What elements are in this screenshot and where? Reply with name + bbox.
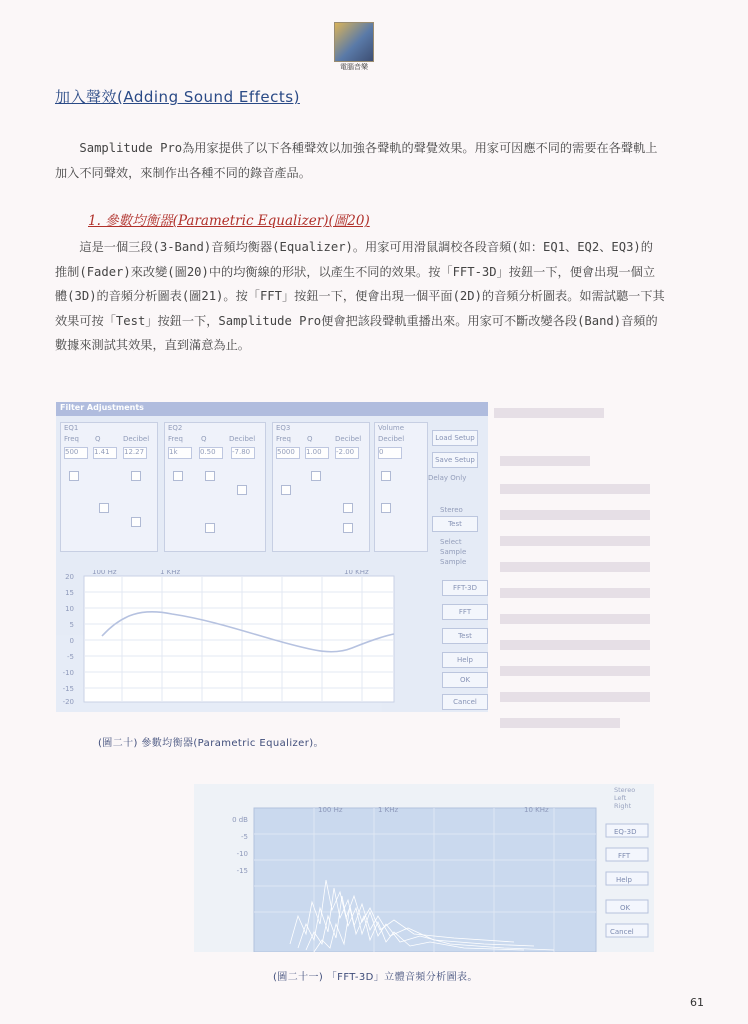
eq3-label: EQ3 xyxy=(276,424,291,432)
test-button[interactable]: Test xyxy=(432,516,478,532)
test-button-lower[interactable]: Test xyxy=(442,628,488,644)
eq2-label: EQ2 xyxy=(168,424,183,432)
y-tick-label: 15 xyxy=(65,589,74,597)
eq1-fader[interactable] xyxy=(131,471,141,481)
fft-3d-button[interactable]: FFT-3D xyxy=(442,580,488,596)
eq-3d-button[interactable]: EQ-3D xyxy=(614,828,637,836)
radio-option-label[interactable]: Select xyxy=(440,538,462,546)
help-button[interactable]: Help xyxy=(442,652,488,668)
volume-fader[interactable] xyxy=(381,503,391,513)
load-setup-button[interactable]: Load Setup xyxy=(432,430,478,446)
y-tick-label: -20 xyxy=(62,698,74,704)
eq3-fader[interactable] xyxy=(281,485,291,495)
fft-button[interactable]: FFT xyxy=(442,604,488,620)
eq3-freq-field[interactable]: 5000 xyxy=(276,447,300,459)
cancel-button[interactable]: Cancel xyxy=(610,928,634,936)
ok-button[interactable]: OK xyxy=(442,672,488,688)
eq3-fader[interactable] xyxy=(343,523,353,533)
logo-label: 電腦音樂 xyxy=(340,63,368,71)
volume-gain-label: Decibel xyxy=(378,435,405,443)
eq1-gain-field[interactable]: 12.27 xyxy=(123,447,147,459)
figure-21-fft3d xyxy=(194,784,654,952)
eq3-fader[interactable] xyxy=(343,503,353,513)
eq1-fader[interactable] xyxy=(131,517,141,527)
eq2-q-field[interactable]: 0.50 xyxy=(199,447,223,459)
eq2-freq-label: Freq xyxy=(168,435,183,443)
eq3-q-label: Q xyxy=(307,435,313,443)
eq2-gain-field[interactable]: -7.80 xyxy=(231,447,255,459)
eq1-q-field[interactable]: 1.41 xyxy=(93,447,117,459)
volume-field[interactable]: 0 xyxy=(378,447,402,459)
eq2-q-label: Q xyxy=(201,435,207,443)
radio-option-label[interactable]: Delay Only xyxy=(428,474,467,482)
equalizer-paragraph: 這是一個三段(3-Band)音頻均衡器(Equalizer)。用家可用滑鼠調校各段音頻(如：EQ1、EQ2、EQ3)的推制(Fader)來改變(圖20)中的均衡線的形狀，以產生不同的效果。按「FFT-3D」按鈕一下，便會出現一個立體(3D)的音頻分析圖表(圖21)。按「FFT」按鈕一下，便會出現一個平面(2D)的音頻分析圖表。如需試聽一下其效果可按「Test」按鈕一下，Samplitude Pro便會把該段聲軌重播出來。用家可不斷改變各段(Band)音頻的數據來測試其效果，直到滿意為止。 xyxy=(55,240,665,352)
ok-button[interactable]: OK xyxy=(620,904,631,912)
volume-panel xyxy=(374,422,428,552)
eq3-gain-label: Decibel xyxy=(335,435,362,443)
window-titlebar xyxy=(56,402,488,416)
volume-fader[interactable] xyxy=(381,471,391,481)
y-tick-label: -10 xyxy=(62,669,74,677)
eq2-fader[interactable] xyxy=(173,471,183,481)
eq1-panel xyxy=(60,422,158,552)
fft-button[interactable]: FFT xyxy=(618,852,631,860)
eq1-freq-field[interactable]: 500 xyxy=(64,447,88,459)
y-tick-label: -5 xyxy=(67,653,74,661)
eq2-fader[interactable] xyxy=(237,485,247,495)
intro-paragraph: Samplitude Pro為用家提供了以下各種聲效以加強各聲軌的聲覺效果。用家可因應不同的需要在各聲軌上加入不同聲效，來制作出各種不同的錄音產品。 xyxy=(55,141,658,180)
chart-plot-area xyxy=(84,576,394,702)
y-tick-label: -5 xyxy=(241,833,248,841)
figure-20-caption: (圖二十) 參數均衡器(Parametric Equalizer)。 xyxy=(98,738,324,749)
eq3-freq-label: Freq xyxy=(276,435,291,443)
logo-icon xyxy=(334,22,374,62)
x-tick-label: 10 KHz xyxy=(344,570,369,576)
window-title: Filter Adjustments xyxy=(60,403,144,412)
figure-21-caption: (圖二十一) 「FFT-3D」立體音頻分析圖表。 xyxy=(273,972,478,983)
cancel-button[interactable]: Cancel xyxy=(442,694,488,710)
radio-option-label[interactable]: Right xyxy=(614,802,632,810)
volume-label: Volume xyxy=(378,424,405,432)
y-tick-label: 10 xyxy=(65,605,74,613)
help-button[interactable]: Help xyxy=(616,876,632,884)
fft-plot-area xyxy=(254,808,596,952)
eq3-q-field[interactable]: 1.00 xyxy=(305,447,329,459)
y-tick-label: 5 xyxy=(69,621,74,629)
eq2-freq-field[interactable]: 1k xyxy=(168,447,192,459)
radio-option-label[interactable]: Sample xyxy=(440,548,467,556)
eq1-gain-label: Decibel xyxy=(123,435,150,443)
eq2-gain-label: Decibel xyxy=(229,435,256,443)
y-tick-label: -15 xyxy=(236,867,248,875)
eq2-fader[interactable] xyxy=(205,523,215,533)
eq3-panel xyxy=(272,422,370,552)
radio-option-label[interactable]: Sample xyxy=(440,558,467,566)
eq1-fader[interactable] xyxy=(69,471,79,481)
y-tick-label: 0 dB xyxy=(232,816,248,824)
page-number: 61 xyxy=(690,996,704,1009)
radio-option-label[interactable]: Left xyxy=(614,794,627,802)
y-tick-label: 20 xyxy=(65,573,74,581)
eq3-fader[interactable] xyxy=(311,471,321,481)
eq-response-chart xyxy=(62,570,422,704)
x-tick-label: 100 Hz xyxy=(92,570,117,576)
eq2-fader[interactable] xyxy=(205,471,215,481)
eq1-q-label: Q xyxy=(95,435,101,443)
sub-heading: 1. 參數均衡器(Parametric Equalizer)(圖20) xyxy=(88,213,370,229)
radio-option-label[interactable]: Stereo xyxy=(440,506,463,514)
eq3-gain-field[interactable]: -2.00 xyxy=(335,447,359,459)
y-tick-label: 0 xyxy=(69,637,74,645)
x-tick-label: 1 KHz xyxy=(160,570,181,576)
eq1-label: EQ1 xyxy=(64,424,79,432)
radio-option-label[interactable]: Stereo xyxy=(614,786,636,794)
x-tick-label: 100 Hz xyxy=(318,806,343,814)
y-tick-label: -15 xyxy=(62,685,74,693)
save-setup-button[interactable]: Save Setup xyxy=(432,452,478,468)
x-tick-label: 1 KHz xyxy=(378,806,399,814)
x-tick-label: 10 KHz xyxy=(524,806,549,814)
eq1-fader[interactable] xyxy=(99,503,109,513)
bleed-through-texture xyxy=(484,400,654,730)
eq2-panel xyxy=(164,422,266,552)
section-heading: 加入聲效(Adding Sound Effects) xyxy=(55,88,300,106)
y-tick-label: -10 xyxy=(236,850,248,858)
eq1-freq-label: Freq xyxy=(64,435,79,443)
